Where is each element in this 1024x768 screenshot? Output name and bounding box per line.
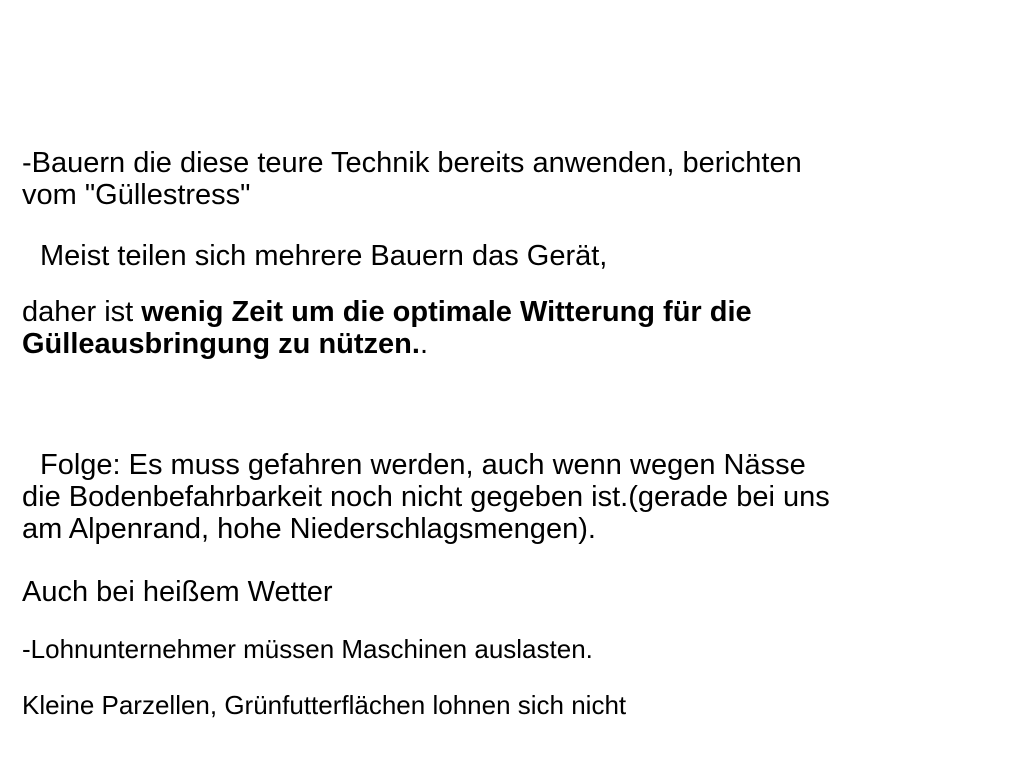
paragraph-shared-device <box>40 240 607 272</box>
paragraph-line: -Lohnunternehmer müssen Maschinen auslasten. <box>22 634 593 664</box>
paragraph-line: Meist teilen sich mehrere Bauern das Gerät, <box>40 240 608 272</box>
paragraph-consequence <box>22 449 830 545</box>
paragraph-line: Kleine Parzellen, Grünfutterflächen lohnen sich nicht <box>22 690 627 720</box>
paragraph-little-time <box>22 296 752 360</box>
paragraph-small-parcels <box>22 690 626 720</box>
plain-text: daher ist <box>22 296 142 328</box>
paragraph-line: -Bauern die diese teure Technik bereits anwenden, berichten <box>22 147 802 179</box>
paragraph-line: Folge: Es muss gefahren werden, auch wenn wegen Nässe <box>40 449 806 481</box>
plain-text: . <box>419 328 428 360</box>
paragraph-line: am Alpenrand, hohe Niederschlagsmengen). <box>22 513 596 545</box>
paragraph-hot-weather <box>22 576 333 608</box>
paragraph-line: die Bodenbefahrbarkeit noch nicht gegeben ist.(gerade bei uns <box>22 481 830 513</box>
paragraph-line <box>22 296 752 328</box>
paragraph-guellestress <box>22 147 802 211</box>
paragraph-line: vom "Güllestress" <box>22 179 251 211</box>
paragraph-line: Auch bei heißem Wetter <box>22 576 333 608</box>
bold-text: Gülleausbringung zu nützen. <box>22 328 420 360</box>
paragraph-contractors <box>22 634 593 664</box>
bold-text: wenig Zeit um die optimale Witterung für die <box>141 296 752 328</box>
paragraph-line <box>22 328 752 360</box>
